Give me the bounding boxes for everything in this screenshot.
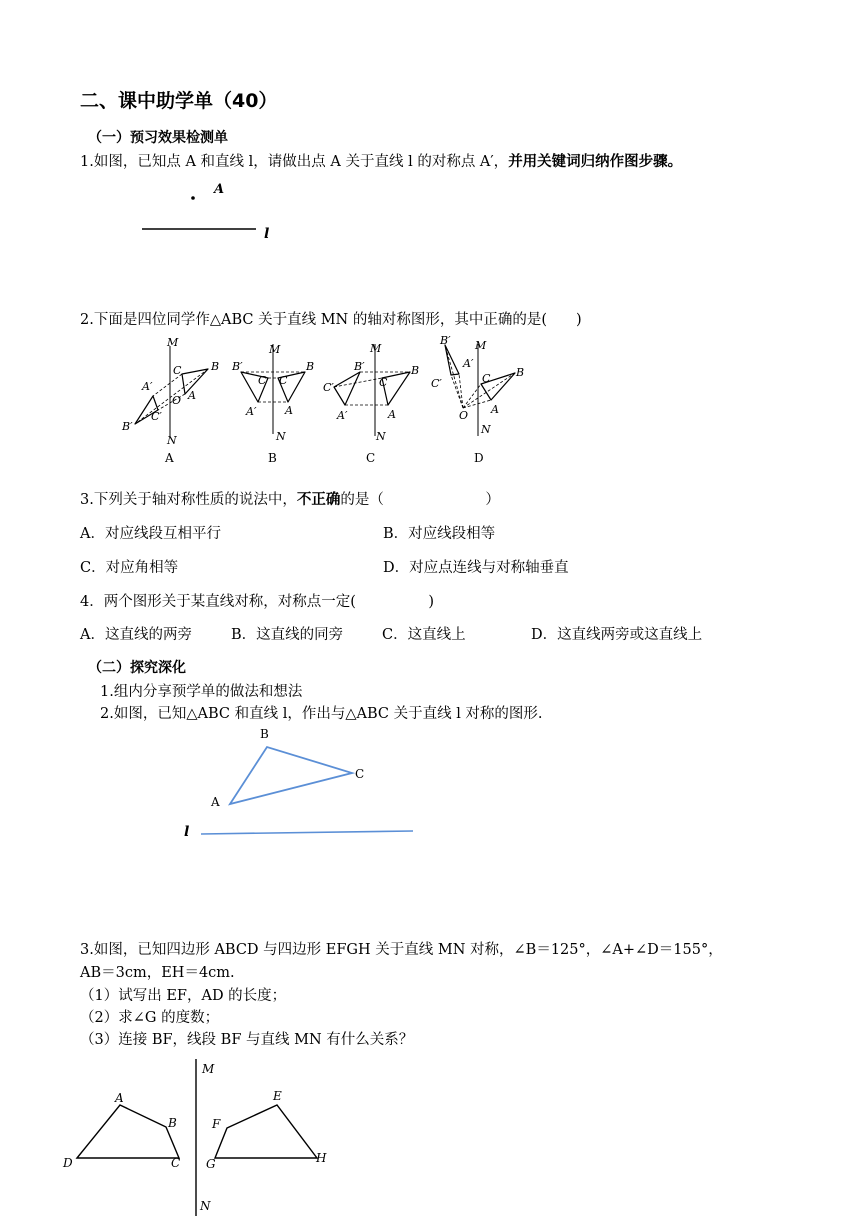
q2-figure-d xyxy=(431,334,524,436)
svg-text:N: N xyxy=(481,423,491,436)
svg-text:A: A xyxy=(115,1091,124,1105)
part2-triangle-figure xyxy=(180,724,420,842)
q4-option-d: D．这直线两旁或这直线上 xyxy=(531,627,703,643)
part2-item-1: 1.组内分享预学单的做法和想法 xyxy=(100,684,303,700)
svg-text:M: M xyxy=(370,342,382,355)
svg-text:B′: B′ xyxy=(122,420,133,433)
svg-text:A: A xyxy=(491,403,499,416)
svg-text:C: C xyxy=(279,374,288,387)
svg-text:B: B xyxy=(306,360,315,373)
triangle-label-a: A xyxy=(211,795,220,809)
svg-text:A: A xyxy=(388,408,396,421)
svg-text:B′: B′ xyxy=(232,360,243,373)
p2-q3-sub1: （1）试写出 EF，AD 的长度； xyxy=(80,988,287,1004)
p2-q3-line2: AB＝3cm，EH＝4cm. xyxy=(80,965,235,981)
svg-text:M: M xyxy=(167,336,179,349)
svg-text:C: C xyxy=(171,1156,181,1170)
q2-caption-d: D xyxy=(474,451,484,465)
svg-text:E: E xyxy=(273,1089,282,1103)
svg-text:G: G xyxy=(206,1157,216,1171)
svg-text:A′: A′ xyxy=(142,380,153,393)
q2-text: 2.下面是四位同学作△ABC 关于直线 MN 的轴对称图形，其中正确的是( ) xyxy=(80,312,582,328)
line-l-label: l xyxy=(184,824,190,840)
q2-caption-c: C xyxy=(366,451,376,465)
q2-figure-c xyxy=(323,342,419,443)
q1-prompt: 1.如图，已知点 A 和直线 l，请做出点 A 关于直线 l 的对称点 A′， xyxy=(80,154,509,170)
svg-text:A: A xyxy=(285,404,293,417)
part1-heading: （一）预习效果检测单 xyxy=(88,130,228,146)
quadrilateral-figure xyxy=(55,1055,345,1216)
triangle-label-c: C xyxy=(355,767,365,781)
q1-figure xyxy=(130,180,290,250)
q4-text: 4．两个图形关于某直线对称，对称点一定( ) xyxy=(80,594,435,610)
q2-figure-a xyxy=(121,336,219,447)
svg-text:B′: B′ xyxy=(440,334,451,347)
quad-efgh xyxy=(215,1105,317,1158)
svg-text:N: N xyxy=(167,434,177,447)
quad-abcd xyxy=(77,1105,179,1158)
label-n: N xyxy=(200,1199,211,1213)
svg-text:A: A xyxy=(188,389,196,402)
section-title: 二、课中助学单（40） xyxy=(80,90,278,112)
q3-option-b: B．对应线段相等 xyxy=(383,526,496,542)
svg-text:B: B xyxy=(516,366,525,379)
svg-text:M: M xyxy=(475,339,487,352)
svg-text:M: M xyxy=(269,343,281,356)
svg-text:D: D xyxy=(63,1156,73,1170)
q2-figures xyxy=(118,332,538,467)
svg-text:C: C xyxy=(482,372,491,385)
svg-text:H: H xyxy=(316,1151,327,1165)
q3-text xyxy=(80,488,500,509)
triangle-abc xyxy=(230,747,352,804)
q3-bold-word: 不正确 xyxy=(296,492,341,508)
triangle-label-b: B xyxy=(260,727,269,741)
svg-text:N: N xyxy=(376,430,386,443)
q3-option-d: D．对应点连线与对称轴垂直 xyxy=(383,560,569,576)
svg-text:F: F xyxy=(212,1117,221,1131)
q1-text xyxy=(80,150,682,171)
q2-figure-b xyxy=(231,343,314,443)
p2-q3-sub3: （3）连接 BF，线段 BF 与直线 MN 有什么关系？ xyxy=(80,1032,414,1048)
p2-q3-line1: 3.如图，已知四边形 ABCD 与四边形 EFGH 关于直线 MN 对称，∠B＝125°，∠A+∠D＝155°， xyxy=(80,942,723,958)
part2-heading: （二）探究深化 xyxy=(88,660,186,676)
svg-text:A′: A′ xyxy=(246,405,257,418)
q1-point-label: A xyxy=(214,182,225,197)
svg-text:A′: A′ xyxy=(337,409,348,422)
svg-text:C: C xyxy=(258,374,267,387)
svg-text:C′: C′ xyxy=(323,381,334,394)
q2-caption-a: A xyxy=(165,451,174,465)
svg-text:C′: C′ xyxy=(431,377,442,390)
p2-q3-sub2: （2）求∠G 的度数； xyxy=(80,1010,220,1026)
q4-option-a: A．这直线的两旁 xyxy=(80,627,192,643)
q2-caption-b: B xyxy=(268,451,277,465)
svg-text:N: N xyxy=(276,430,286,443)
q1-point-a xyxy=(191,196,195,200)
svg-text:C: C xyxy=(379,376,388,389)
q1-bold-instruction: 并用关键词归纳作图步骤。 xyxy=(508,154,683,170)
q4-option-b: B．这直线的同旁 xyxy=(231,627,344,643)
svg-text:C: C xyxy=(173,364,182,377)
q3-option-c: C．对应角相等 xyxy=(80,560,179,576)
q3-prompt-start: 3.下列关于轴对称性质的说法中， xyxy=(80,492,297,508)
svg-text:B: B xyxy=(411,364,420,377)
svg-text:B: B xyxy=(211,360,220,373)
part2-item-2: 2.如图，已知△ABC 和直线 l，作出与△ABC 关于直线 l 对称的图形. xyxy=(100,706,543,722)
svg-text:O: O xyxy=(459,409,469,422)
q3-prompt-end: 的是（ ） xyxy=(340,492,500,508)
label-m: M xyxy=(202,1062,215,1076)
line-l xyxy=(201,831,413,834)
svg-text:B: B xyxy=(168,1116,177,1130)
q4-option-c: C．这直线上 xyxy=(382,627,466,643)
q3-option-a: A．对应线段互相平行 xyxy=(80,526,221,542)
q1-line-label: l xyxy=(264,226,270,242)
svg-text:C′: C′ xyxy=(151,410,162,423)
svg-text:O: O xyxy=(172,394,182,407)
svg-text:B′: B′ xyxy=(354,360,365,373)
svg-text:A′: A′ xyxy=(463,357,474,370)
